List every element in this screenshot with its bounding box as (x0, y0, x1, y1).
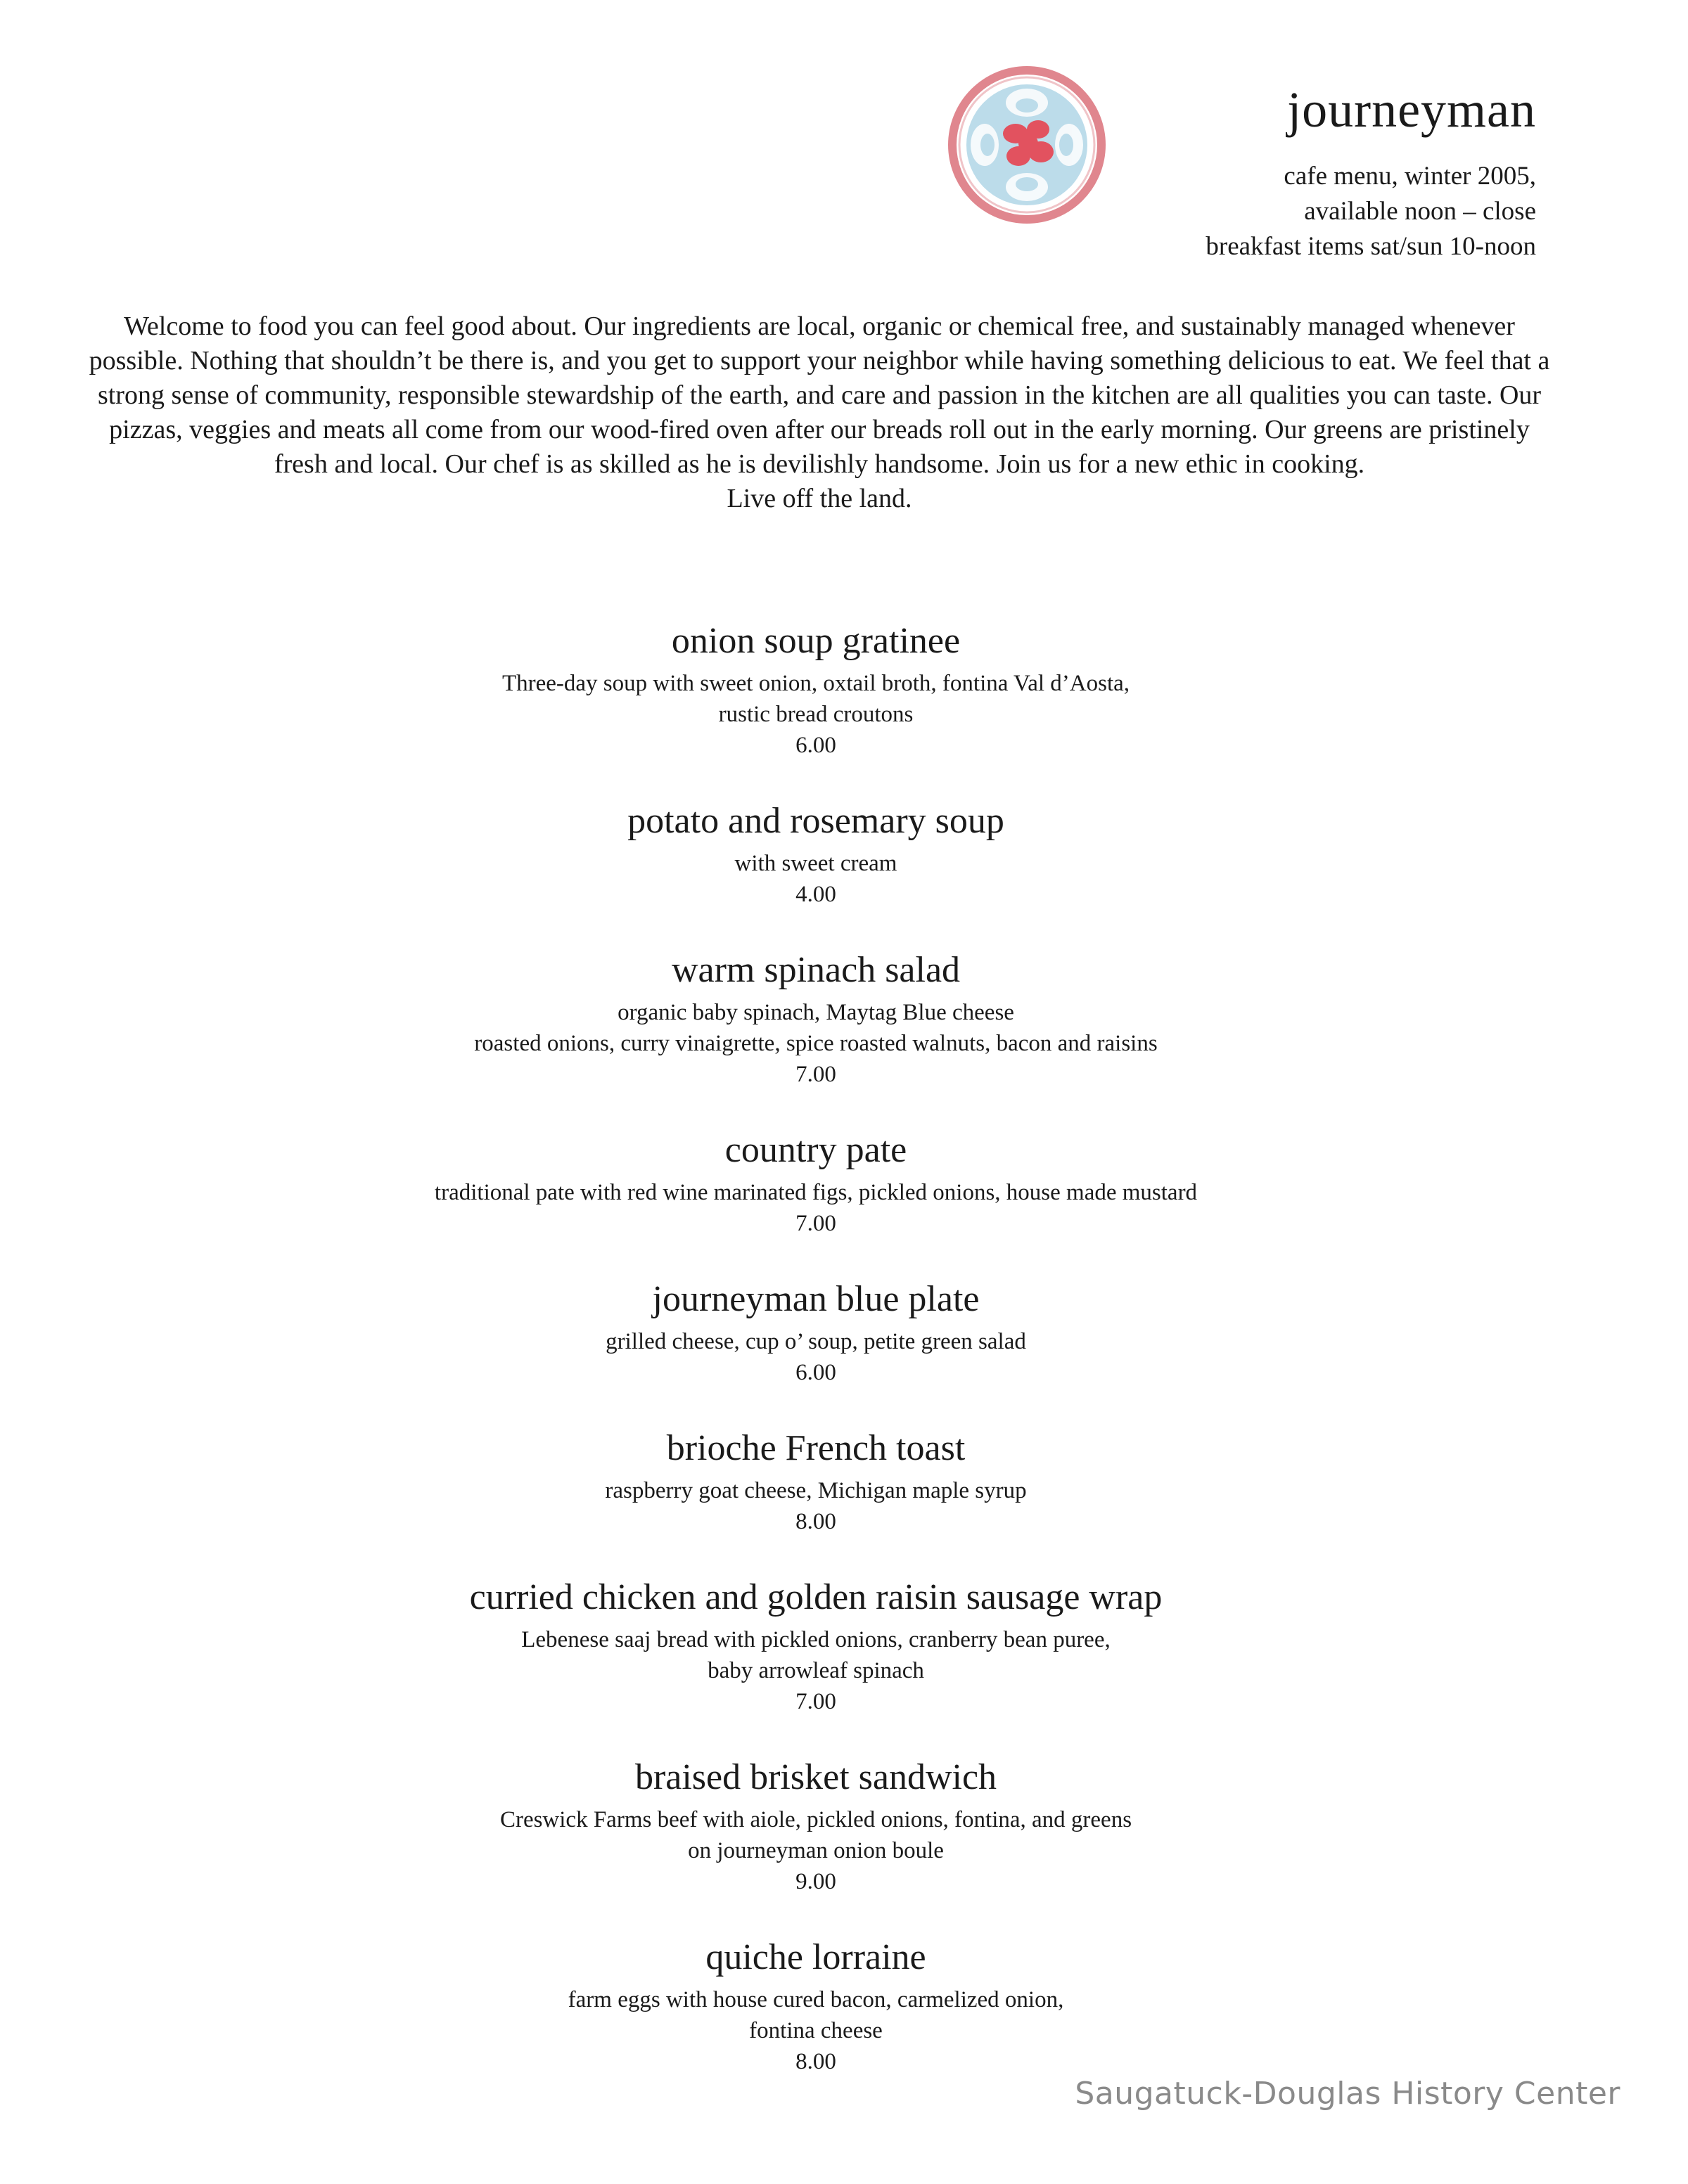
menu-item (0, 619, 1632, 761)
menu-item-name: brioche French toast (666, 1428, 966, 1468)
menu-item-description: grilled cheese, cup o’ soup, petite green salad (606, 1329, 1026, 1354)
menu-season-line: cafe menu, winter 2005, (1284, 162, 1536, 191)
menu-item (0, 799, 1632, 910)
menu-item-name: warm spinach salad (671, 950, 961, 990)
menu-item-description: baby arrowleaf spinach (708, 1658, 924, 1683)
brand-name: journeyman (1287, 82, 1536, 138)
journeyman-logo (948, 66, 1106, 224)
menu-item-price: 6.00 (795, 1360, 836, 1385)
menu-item (0, 1426, 1632, 1537)
menu-item-price: 4.00 (795, 882, 836, 907)
menu-item-description: Creswick Farms beef with aiole, pickled onions, fontina, and greens (499, 1807, 1132, 1832)
menu-item-price: 7.00 (795, 1211, 836, 1236)
menu-item-description: roasted onions, curry vinaigrette, spice roasted walnuts, bacon and raisins (474, 1031, 1158, 1056)
menu-item-description: Three-day soup with sweet onion, oxtail broth, fontina Val d’Aosta, (501, 671, 1130, 696)
menu-item-description: Lebenese saaj bread with pickled onions, cranberry bean puree, (521, 1627, 1111, 1652)
menu-item-name: potato and rosemary soup (627, 801, 1004, 841)
intro-section (84, 309, 1554, 516)
menu-item-name: onion soup gratinee (671, 621, 961, 661)
menu-item-name: quiche lorraine (705, 1937, 926, 1977)
menu-item-price: 7.00 (795, 1062, 836, 1087)
menu-item-description: traditional pate with red wine marinated figs, pickled onions, house made mustard (434, 1180, 1198, 1205)
menu-item-description: organic baby spinach, Maytag Blue cheese (618, 1000, 1014, 1025)
menu-item-price: 8.00 (795, 2049, 836, 2074)
breakfast-hours-line: breakfast items sat/sun 10-noon (1206, 232, 1536, 261)
menu-item-name: country pate (724, 1130, 907, 1170)
menu-item-price: 7.00 (795, 1689, 836, 1714)
menu-item-description: on journeyman onion boule (688, 1838, 944, 1863)
menu-item-price: 6.00 (795, 733, 836, 758)
menu-item-description: raspberry goat cheese, Michigan maple syrup (605, 1478, 1027, 1503)
menu-item-name: journeyman blue plate (652, 1279, 980, 1319)
menu-item-price: 9.00 (795, 1869, 836, 1894)
menu-item (0, 1128, 1632, 1239)
menu-item-name: braised brisket sandwich (634, 1757, 997, 1797)
watermark: Saugatuck-Douglas History Center (1075, 2076, 1620, 2112)
menu-item (0, 1755, 1632, 1897)
menu-item (0, 948, 1632, 1090)
menu-item-description: rustic bread croutons (718, 702, 914, 727)
brand-header (1206, 84, 1536, 264)
menu-item-description: farm eggs with house cured bacon, carmelized onion, (568, 1987, 1064, 2012)
menu-list (0, 619, 1632, 2115)
menu-item-description: fontina cheese (749, 2018, 883, 2043)
menu-item (0, 1935, 1632, 2077)
intro-tagline: Live off the land. (727, 484, 912, 513)
menu-item-price: 8.00 (795, 1509, 836, 1534)
intro-paragraph: Welcome to food you can feel good about. Our ingredients are local, organic or chemical free, and sustainably managed whenever possible. Nothing that shouldn’t be there is, and you get to support your neighbor while having something delicious to eat. We feel that a strong sense of community, responsible stewardship of the earth, and care and passion in the kitchen are all qualities you can taste. Our pizzas, veggies and meats all come from our wood-fired oven after our breads roll out in the early morning. Our greens are pristinely fresh and local. Our chef is as skilled as he is devilishly handsome. Join us for a new ethic in cooking. (89, 311, 1550, 479)
hours-line: available noon – close (1304, 197, 1536, 226)
menu-item-description: with sweet cream (734, 851, 897, 876)
menu-item (0, 1277, 1632, 1388)
menu-item-name: curried chicken and golden raisin sausage wrap (469, 1577, 1163, 1617)
menu-item (0, 1575, 1632, 1717)
